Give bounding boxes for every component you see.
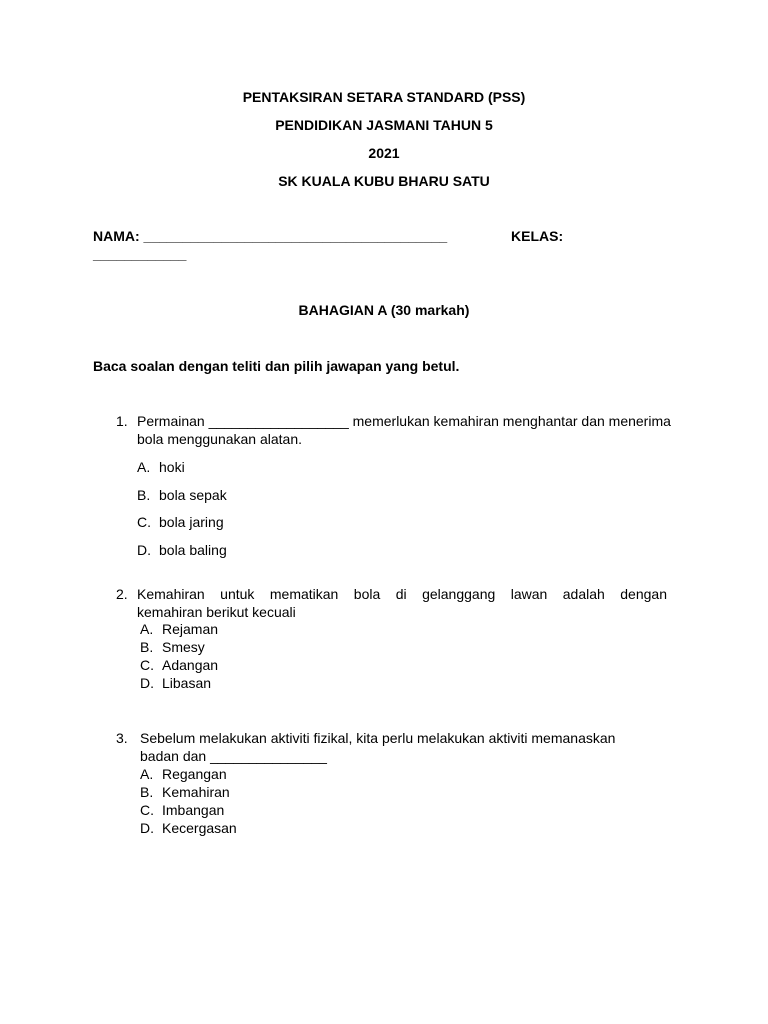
option-letter: B. bbox=[140, 639, 154, 655]
header-subject: PENDIDIKAN JASMANI TAHUN 5 bbox=[275, 117, 493, 133]
option-letter: B. bbox=[140, 784, 154, 800]
option-text: Smesy bbox=[162, 639, 205, 655]
option-text: Imbangan bbox=[162, 802, 225, 818]
question-text-line1: Permainan __________________ memerlukan kemahiran menghantar dan menerima bbox=[137, 413, 671, 429]
option-text: bola jaring bbox=[159, 514, 224, 530]
option-letter: D. bbox=[137, 542, 151, 558]
section-instruction: Baca soalan dengan teliti dan pilih jawapan yang betul. bbox=[93, 358, 460, 374]
option-text: hoki bbox=[159, 459, 185, 475]
option-c bbox=[137, 513, 224, 531]
option-b bbox=[137, 486, 227, 504]
section-title: BAHAGIAN A (30 markah) bbox=[298, 302, 470, 318]
kelas-label: KELAS: bbox=[511, 228, 564, 244]
header-school: SK KUALA KUBU BHARU SATU bbox=[278, 173, 490, 189]
option-b bbox=[140, 638, 205, 656]
option-text: Kecergasan bbox=[162, 820, 237, 836]
option-c bbox=[140, 656, 218, 674]
option-letter: A. bbox=[140, 766, 154, 782]
nama-field: NAMA: _______________________________________ bbox=[93, 228, 448, 244]
kelas-blank: ____________ bbox=[93, 246, 187, 262]
option-text: Regangan bbox=[162, 766, 227, 782]
option-a bbox=[140, 620, 218, 638]
option-text: Kemahiran bbox=[162, 784, 230, 800]
header-title: PENTAKSIRAN SETARA STANDARD (PSS) bbox=[242, 89, 526, 105]
option-d bbox=[140, 674, 211, 692]
header-year: 2021 bbox=[368, 145, 400, 161]
question-text-line2: bola menggunakan alatan. bbox=[137, 431, 303, 447]
option-letter: A. bbox=[137, 459, 151, 475]
option-letter: D. bbox=[140, 675, 154, 691]
question-text-line1: Kemahiran untuk mematikan bola di gelanggang lawan adalah dengan bbox=[137, 586, 667, 602]
option-text: bola sepak bbox=[159, 487, 227, 503]
option-letter: B. bbox=[137, 487, 151, 503]
option-letter: C. bbox=[140, 802, 154, 818]
question-number: 3. bbox=[116, 730, 128, 746]
question-text-line2: kemahiran berikut kecuali bbox=[137, 604, 296, 620]
option-c bbox=[140, 801, 224, 819]
option-a bbox=[140, 765, 227, 783]
option-text: Libasan bbox=[162, 675, 212, 691]
option-d bbox=[140, 819, 237, 837]
option-text: bola baling bbox=[159, 542, 227, 558]
question-text-line2: badan dan _______________ bbox=[140, 748, 327, 764]
option-text: Rejaman bbox=[162, 621, 219, 637]
option-letter: A. bbox=[140, 621, 154, 637]
option-d bbox=[137, 541, 227, 559]
option-letter: C. bbox=[137, 514, 151, 530]
option-a bbox=[137, 458, 185, 476]
option-letter: C. bbox=[140, 657, 154, 673]
question-text-line1: Sebelum melakukan aktiviti fizikal, kita perlu melakukan aktiviti memanaskan bbox=[140, 730, 616, 746]
option-text: Adangan bbox=[162, 657, 219, 673]
option-letter: D. bbox=[140, 820, 154, 836]
question-number: 1. bbox=[116, 413, 128, 429]
option-b bbox=[140, 783, 230, 801]
question-number: 2. bbox=[116, 586, 128, 602]
